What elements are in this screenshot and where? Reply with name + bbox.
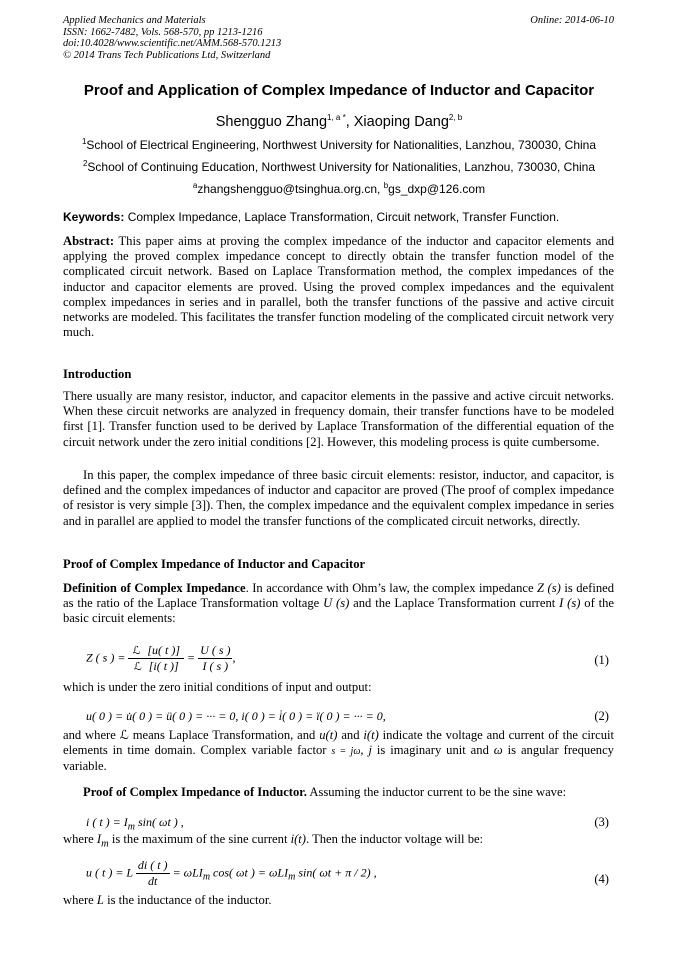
after-eq2-paragraph [63, 728, 614, 775]
var-it: i(t) [363, 728, 379, 742]
eq4-sub1: m [202, 871, 211, 883]
definition-label: Definition of Complex Impedance [63, 581, 246, 595]
abstract-label: Abstract: [63, 234, 115, 248]
author-line: Shengguo Zhang$^{1, a *}$, Xiaoping Dang$^{2, b}$ [215, 113, 463, 130]
laplace-symbol: ℒ [132, 645, 141, 657]
eq3-main: i ( t ) = I [86, 815, 128, 829]
email-b[interactable]: gs_dxp@126.com [388, 182, 486, 196]
after-eq2-a: and where [63, 728, 116, 742]
equation-4-number: (4) [594, 872, 609, 886]
author-1: Shengguo Zhang [215, 114, 328, 130]
keywords-label: Keywords: [63, 210, 125, 224]
after-eq3-a: where [63, 832, 94, 846]
paper-title: Proof and Application of Complex Impedance of Inductor and Capacitor [83, 82, 595, 99]
equation-4 [86, 858, 377, 889]
eq4-tail: sin( ωt + π / 2) , [295, 865, 377, 880]
definition-text-4: of the basic circuit elements: [63, 596, 614, 626]
var-ut: u(t) [319, 728, 338, 742]
intro-paragraph-1: There usually are many resistor, inductor, and capacitor elements in the passive and active circuit networks. When these circuit networks are analyzed in frequency domain, their transfer functions have to be modeled first [1]. Transfer function used to be derived by Laplace Transformation of the differential equation of the circuit network under the zero initial conditions [2]. However, this modeling process is quite cumbersome. [63, 389, 614, 449]
abstract [63, 234, 614, 340]
copyright: © 2014 Trans Tech Publications Ltd, Switzerland [63, 49, 271, 61]
after-eq3-c: . Then the inductor voltage will be: [306, 832, 484, 846]
author-2: Xiaoping Dang [353, 114, 449, 130]
equation-1 [86, 643, 235, 674]
intro-heading: Introduction [63, 367, 132, 381]
affiliation-1-num: 1 [81, 137, 87, 146]
keywords-text: Complex Impedance, Laplace Transformation, Circuit network, Transfer Function. [127, 210, 560, 224]
equation-3-number: (3) [594, 815, 609, 829]
eq1-fraction-1 [128, 643, 184, 674]
intro-paragraph-2: In this paper, the complex impedance of three basic circuit elements: resistor, inductor, and capacitor, is defined and the complex impedances of inductor and capacitor are proved (The proof of complex impedance of resistor is very simple [3]). Then, the complex impedance and the equivalent complex impedance in series and in parallel are applied to model the transfer functions of the complicated circuit networks, directly. [63, 468, 614, 528]
proof-heading: Proof of Complex Impedance of Inductor and Capacitor [63, 557, 366, 571]
eq1-den2: I ( s ) [202, 659, 229, 673]
equation-1-number: (1) [594, 653, 609, 667]
var-s-jw: s = jω [331, 746, 361, 758]
email-line: $^a$zhangshengguo@tsinghua.org.cn, $^b$gs_dxp@126.com [192, 181, 486, 196]
inductor-paragraph [63, 785, 614, 800]
affiliation-2 [0, 160, 678, 174]
issn: ISSN: 1662-7482, Vols. 568-570, pp 1213-1216 [63, 26, 263, 38]
email-a[interactable]: zhangshengguo@tsinghua.org.cn [197, 182, 378, 196]
keywords [63, 210, 559, 224]
after-eq3-b: is the maximum of the sine current [111, 832, 288, 846]
eq1-num1: [u( t )] [147, 643, 181, 657]
definition-text-3: and the Laplace Transformation current [353, 596, 556, 611]
eq3-tail: sin( ωt ) , [135, 815, 184, 829]
journal-name: Applied Mechanics and Materials [63, 15, 206, 26]
eq1-tail: , [232, 650, 236, 665]
and-word: and [341, 728, 360, 742]
after-eq4-a: where [63, 893, 94, 907]
eq4-mid: cos( ωt ) = ωLI [210, 865, 289, 880]
var-omega: ω [493, 743, 503, 758]
eq4-sub2: m [288, 871, 296, 883]
inductor-label: Proof of Complex Impedance of Inductor. [83, 785, 307, 799]
eq4-rhs: = ωLI [172, 865, 203, 880]
eq1-num2: U ( s ) [200, 643, 231, 657]
var-it-2: i(t) [290, 832, 306, 846]
equation-2: u( 0 ) = u̇( 0 ) = ü( 0 ) = ··· = 0, i( 0 ) = i̇( 0 ) = ï( 0 ) = ··· = 0, [86, 709, 386, 723]
definition-text-2: is defined as the ratio of the Laplace Transformation voltage [63, 581, 614, 611]
definition-text-1: . In accordance with Ohm’s law, the complex impedance [245, 581, 534, 595]
email-a-mark: a [192, 181, 198, 190]
var-l: L [96, 893, 104, 907]
after-eq2-f: is angular frequency variable. [63, 743, 614, 774]
inductor-text: Assuming the inductor current to be the sine wave: [309, 785, 567, 799]
abstract-text: This paper aims at proving the complex impedance of the inductor and capacitor elements and applying the proved complex impedance concept to directly obtain the transfer function model of the complicated circuit network. Based on Laplace Transformation method, the complex impedances of the inductor and capacitor elements are proved. Using the proved complex impedances and the equivalent complex impedances in series and in parallel, both the transfer functions of the passive and active circuit networks are modeled. This facilitates the transfer function modeling of the complicated circuit network very much. [63, 234, 615, 340]
eq1-equals: = [187, 650, 196, 665]
affiliation-1 [0, 138, 678, 152]
var-im-sub: m [101, 838, 109, 850]
eq1-den1: [i( t )] [148, 659, 179, 673]
eq4-lhs: u ( t ) = L [86, 865, 133, 880]
var-im: I [96, 832, 102, 846]
var-zs: Z (s) [537, 581, 561, 595]
affiliation-1-text: School of Electrical Engineering, Northwest University for Nationalities, Lanzhou, 730030, China [86, 138, 597, 152]
eq1-lhs: Z ( s ) = [86, 650, 126, 665]
after-eq2-c: indicate the voltage and current of the circuit elements in time domain. Complex variable factor [63, 728, 615, 758]
online-date: Online: 2014-06-10 [530, 15, 614, 26]
var-us: U (s) [323, 596, 350, 611]
after-eq4-b: is the inductance of the inductor. [107, 893, 272, 907]
equation-3 [86, 815, 184, 832]
eq4-fraction [136, 858, 170, 889]
author-1-sup: 1, a * [327, 113, 346, 123]
laplace-symbol-inline: ℒ [119, 728, 129, 742]
after-eq4-paragraph [63, 893, 614, 908]
eq4-den: dt [148, 874, 158, 888]
journal-header [63, 15, 281, 61]
var-is: I (s) [559, 596, 581, 611]
definition-paragraph [63, 581, 614, 627]
after-eq2-b: means Laplace Transformation, and [132, 728, 316, 742]
eq3-sub: m [127, 821, 135, 833]
eq4-num: di ( t ) [137, 858, 168, 872]
eq1-fraction-2 [198, 643, 232, 674]
after-eq2-e: is imaginary unit and [376, 743, 489, 758]
after-eq2-d: , [360, 743, 364, 758]
equation-2-number: (2) [594, 709, 609, 723]
laplace-symbol: ℒ [133, 661, 142, 673]
email-b-mark: b [383, 181, 389, 190]
after-eq1-text: which is under the zero initial conditions of input and output: [63, 680, 372, 694]
affiliation-2-num: 2 [82, 159, 88, 168]
affiliation-2-text: School of Continuing Education, Northwest University for Nationalities, Lanzhou, 730030, China [87, 160, 596, 174]
doi: doi:10.4028/www.scientific.net/AMM.568-570.1213 [63, 38, 282, 49]
author-2-sup: 2, b [448, 113, 463, 123]
var-j: j [368, 743, 372, 758]
after-eq3-paragraph [63, 832, 614, 852]
